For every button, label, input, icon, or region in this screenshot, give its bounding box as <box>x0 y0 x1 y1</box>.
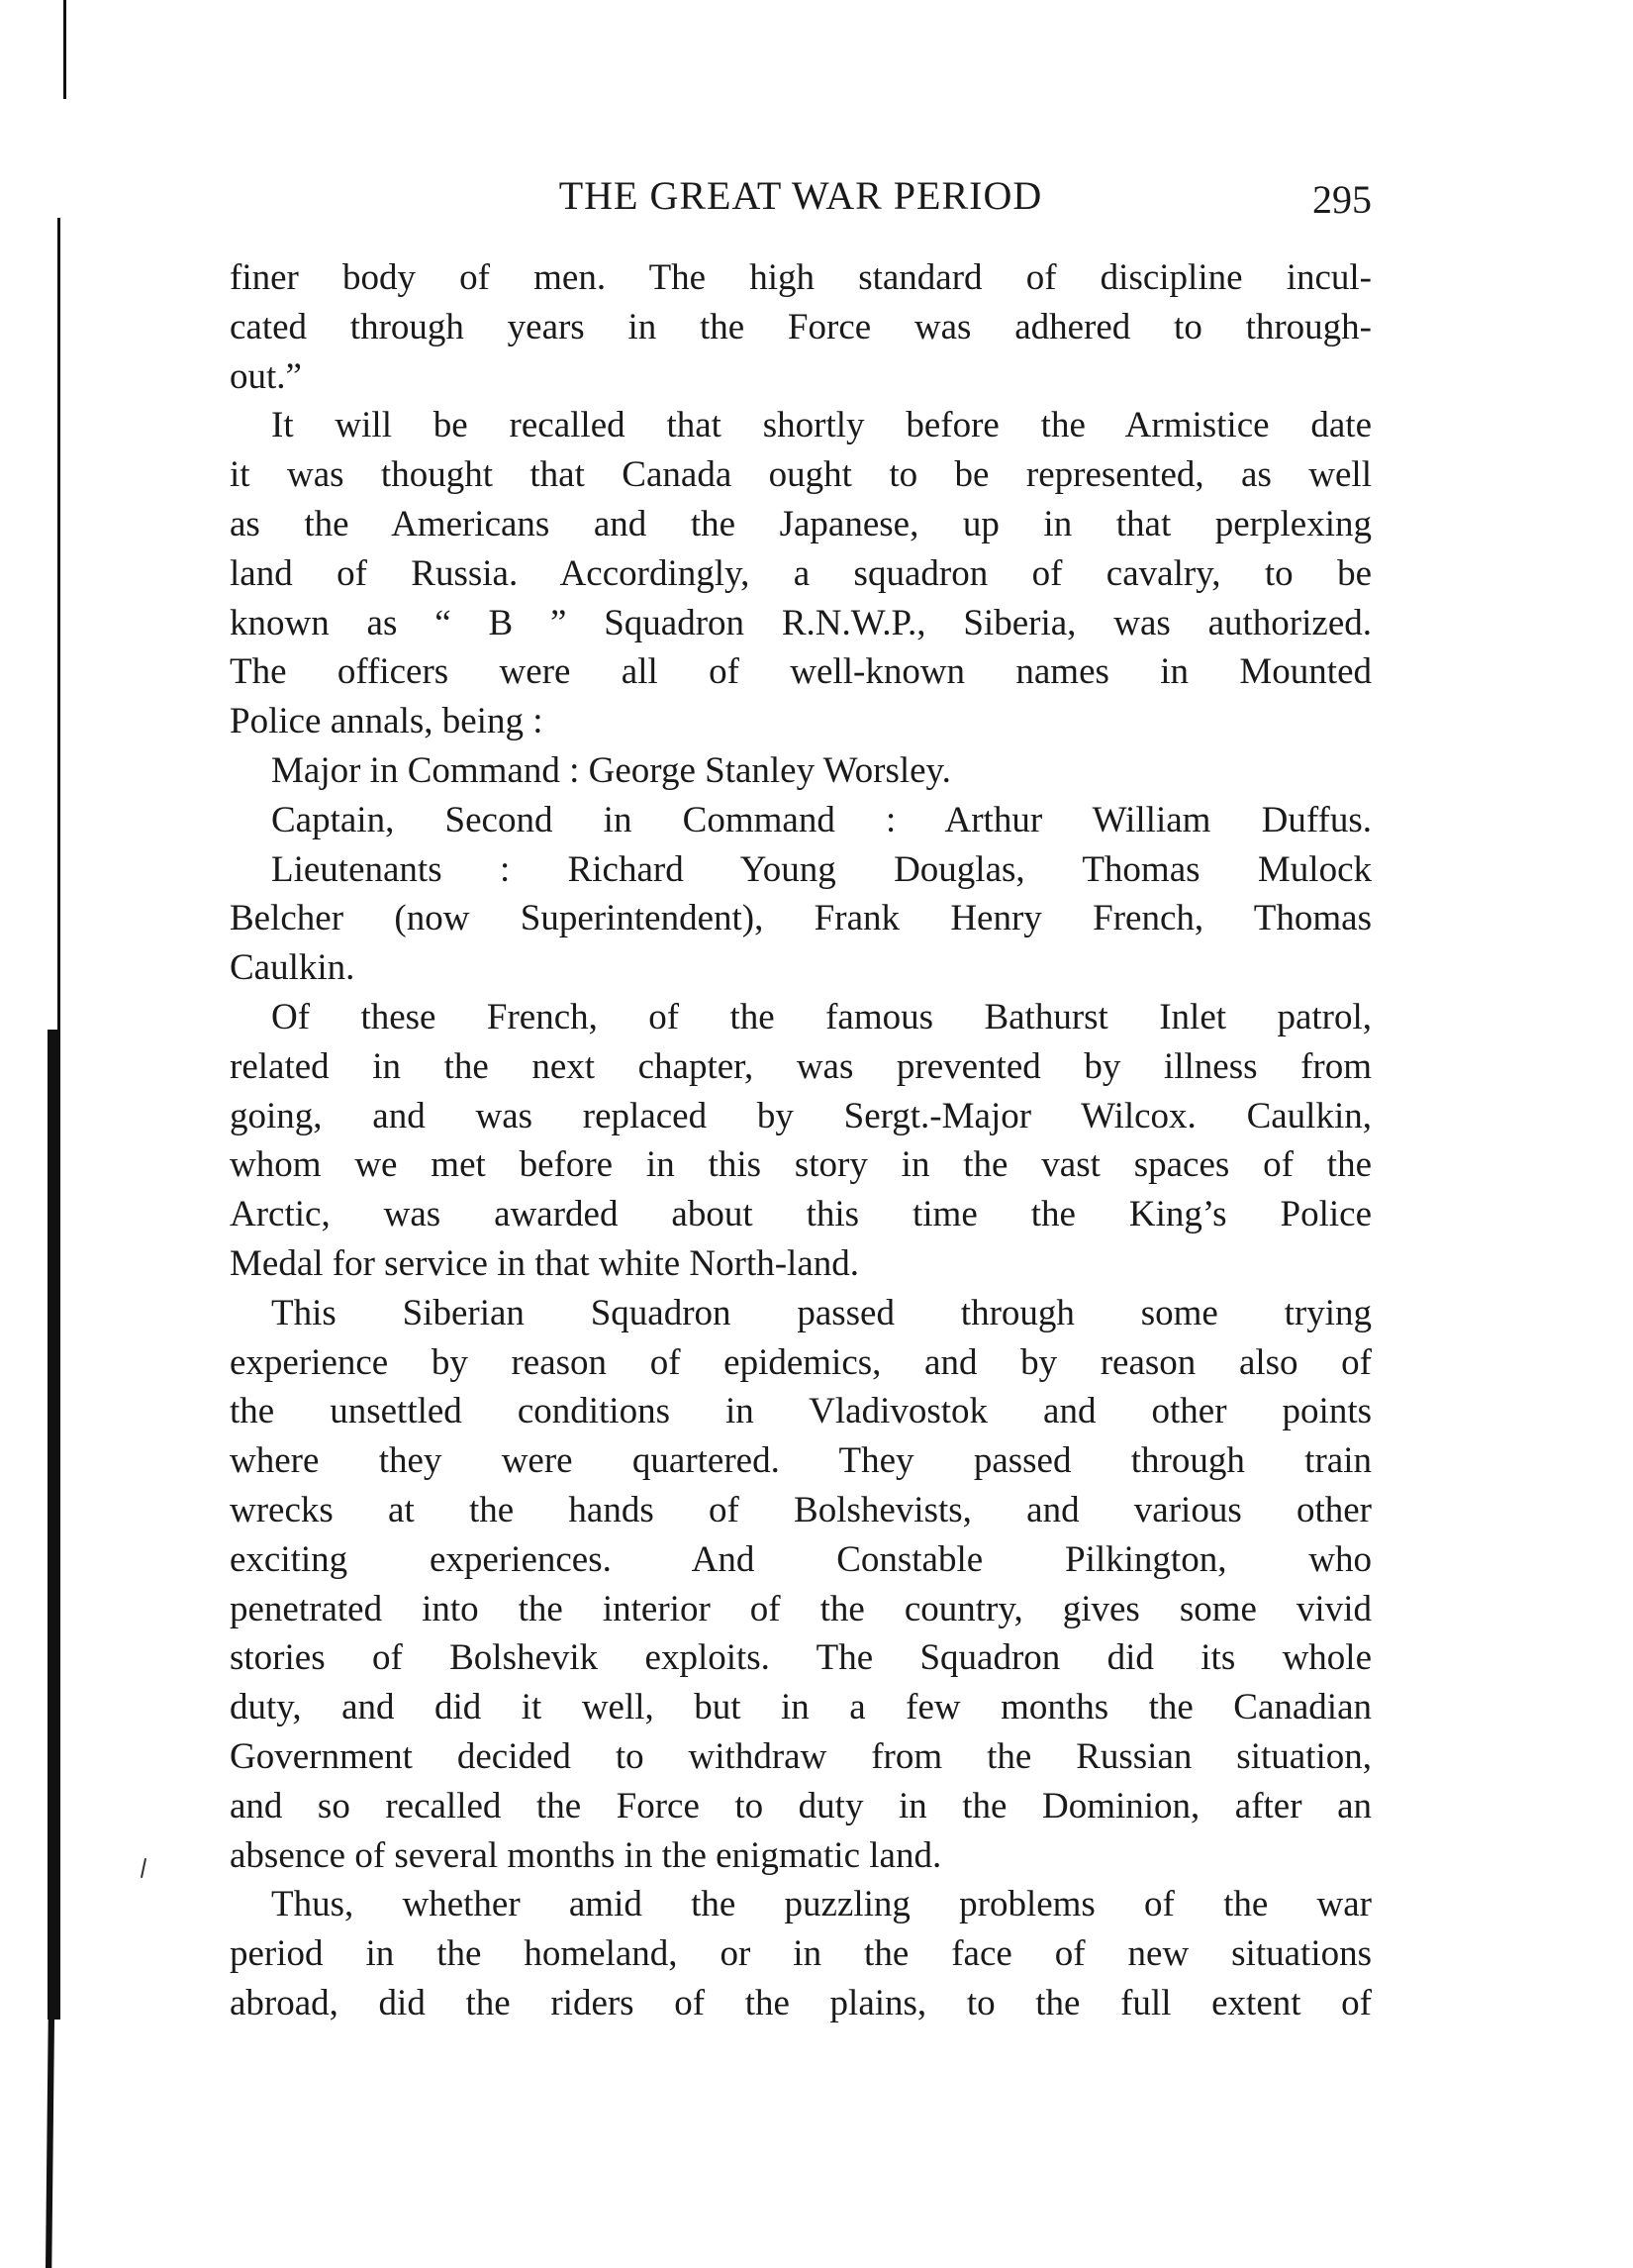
text-line: exciting experiences. And Constable Pilkington, who <box>230 1538 1372 1580</box>
text-line: whom we met before in this story in the vast spaces of the <box>230 1144 1372 1186</box>
text-line: absence of several months in the enigmatic land. <box>230 1834 942 1876</box>
binding-edge-mark <box>63 0 66 99</box>
text-line: wrecks at the hands of Bolshevists, and various other <box>230 1489 1372 1530</box>
text-line: duty, and did it well, but in a few months the Canadian <box>230 1687 1372 1728</box>
text-line: cated through years in the Force was adhered to through- <box>230 306 1372 347</box>
text-line: The officers were all of well-known names in Mounted <box>230 651 1372 693</box>
text-line: it was thought that Canada ought to be represented, as well <box>230 454 1372 496</box>
text-line: out.” <box>230 355 302 397</box>
text-line: stories of Bolshevik exploits. The Squadron did its whole <box>230 1637 1372 1679</box>
text-line: Captain, Second in Command : Arthur William Duffus. <box>271 799 1372 840</box>
scan-speck <box>141 1858 146 1878</box>
text-line: and so recalled the Force to duty in the Dominion, after an <box>230 1785 1372 1826</box>
running-head <box>230 166 1372 226</box>
text-line: the unsettled conditions in Vladivostok and other points <box>230 1391 1372 1432</box>
text-line: experience by reason of epidemics, and by reason also of <box>230 1341 1372 1383</box>
text-line: Police annals, being : <box>230 701 543 742</box>
text-line: as the Americans and the Japanese, up in that perplexing <box>230 503 1372 544</box>
text-line: Medal for service in that white North-land. <box>230 1242 859 1284</box>
text-line: It will be recalled that shortly before the Armistice date <box>271 405 1372 446</box>
page-number: 295 <box>1312 177 1372 222</box>
text-line: Belcher (now Superintendent), Frank Henry French, Thomas <box>230 898 1372 939</box>
text-line: abroad, did the riders of the plains, to the full extent of <box>230 1982 1372 2023</box>
text-line: penetrated into the interior of the country, gives some vivid <box>230 1588 1372 1629</box>
text-line: Thus, whether amid the puzzling problems of the war <box>271 1884 1372 1925</box>
text-line: period in the homeland, or in the face of new situations <box>230 1933 1372 1975</box>
text-line: This Siberian Squadron passed through some trying <box>271 1292 1372 1333</box>
body-text <box>230 253 1372 2028</box>
text-line: going, and was replaced by Sergt.-Major Wilcox. Caulkin, <box>230 1095 1372 1136</box>
binding-edge-shadow <box>46 2020 54 2268</box>
running-head-title: THE GREAT WAR PERIOD <box>558 173 1043 218</box>
text-line: related in the next chapter, was prevented by illness from <box>230 1045 1372 1087</box>
text-line: where they were quartered. They passed through train <box>230 1440 1372 1482</box>
text-line: known as “ B ” Squadron R.N.W.P., Siberia, was authorized. <box>230 602 1372 643</box>
text-line: Major in Command : George Stanley Worsley. <box>271 749 951 791</box>
text-line: Arctic, was awarded about this time the King’s Police <box>230 1194 1372 1235</box>
text-line: Of these French, of the famous Bathurst Inlet patrol, <box>271 996 1372 1037</box>
text-line: land of Russia. Accordingly, a squadron of cavalry, to be <box>230 552 1372 594</box>
text-line: Caulkin. <box>230 947 355 989</box>
text-line: Lieutenants : Richard Young Douglas, Thomas Mulock <box>271 848 1372 890</box>
text-line: Government decided to withdraw from the Russian situation, <box>230 1735 1372 1777</box>
binding-edge-shadow <box>48 1030 58 2020</box>
text-line: finer body of men. The high standard of discipline incul- <box>230 257 1372 298</box>
